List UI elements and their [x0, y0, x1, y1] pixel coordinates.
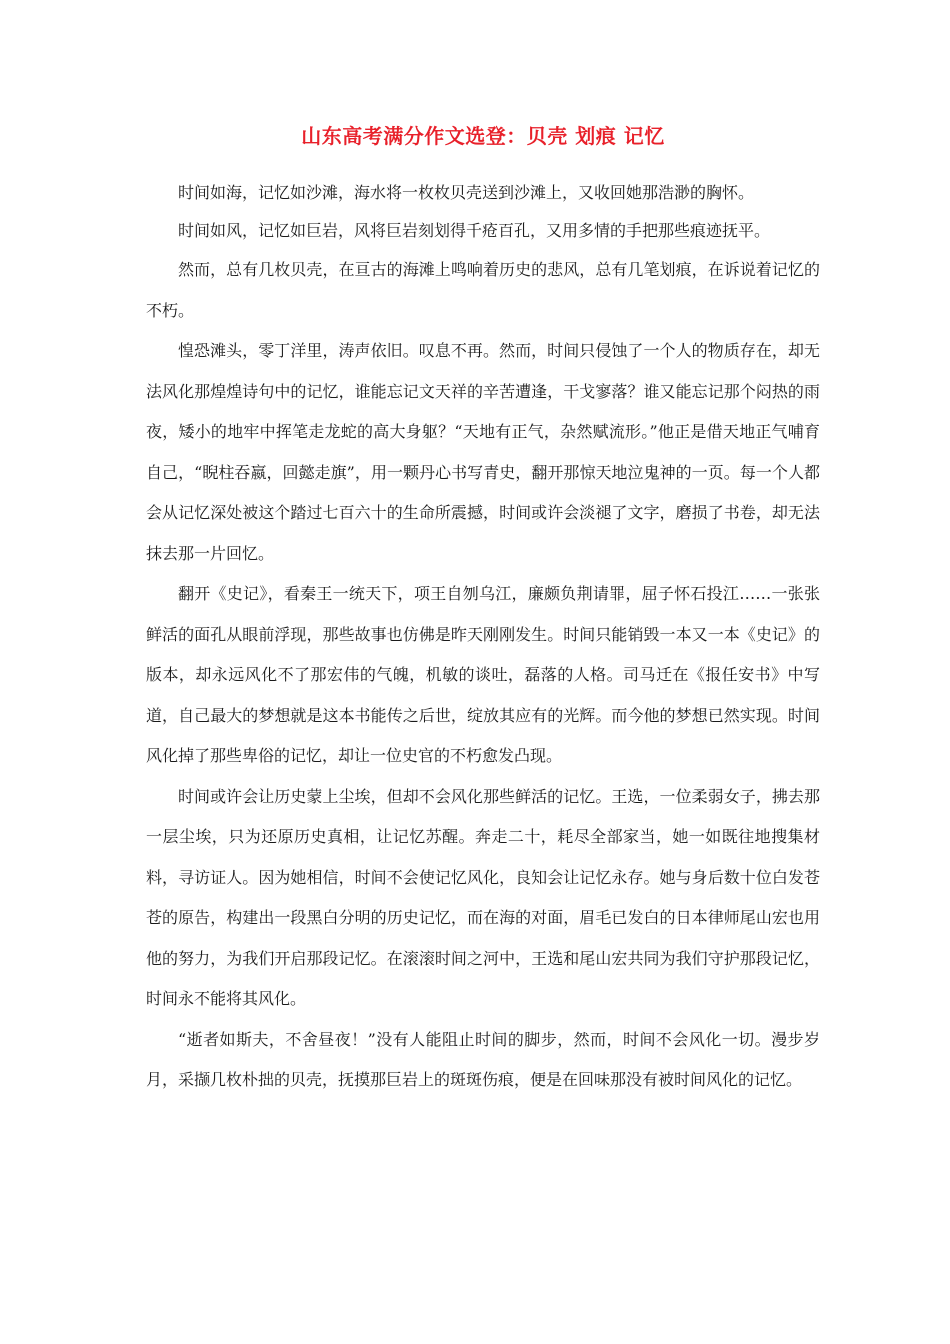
paragraph-7: “逝者如斯夫，不舍昼夜！”没有人能阻止时间的脚步，然而，时间不会风化一切。漫步岁月，采撷几枚朴拙的贝壳，抚摸那巨岩上的斑斑伤痕，便是在回味那没有被时间风化的记忆。	[146, 1029, 820, 1089]
paragraph-6: 时间或许会让历史蒙上尘埃，但却不会风化那些鲜活的记忆。王选，一位柔弱女子，拂去那一层尘埃，只为还原历史真相，让记忆苏醒。奔走二十，耗尽全部家当，她一如既往地搜集材料，寻访证人。因为她相信，时间不会使记忆风化，良知会让记忆永存。她与身后数十位白发苍苍的原告，构建出一段黑白分明的历史记忆，而在海的对面，眉毛已发白的日本律师尾山宏也用他的努力，为我们开启那段记忆。在滚滚时间之河中，王选和尾山宏共同为我们守护那段记忆，时间永不能将其风化。	[146, 786, 820, 1008]
document-title: 山东高考满分作文选登：贝壳 划痕 记忆	[301, 124, 665, 148]
paragraph-2: 时间如风，记忆如巨岩，风将巨岩刻划得千疮百孔，又用多情的手把那些痕迹抚平。	[178, 221, 771, 240]
paragraph-3: 然而，总有几枚贝壳，在亘古的海滩上鸣响着历史的悲风，总有几笔划痕，在诉说着记忆的不朽。	[146, 260, 820, 320]
paragraph-5: 翻开《史记》，看秦王一统天下，项王自刎乌江，廉颇负荆请罪，屈子怀石投江……一张张鲜活的面孔从眼前浮现，那些故事也仿佛是昨天刚刚发生。时间只能销毁一本又一本《史记》的版本，却永远风化不了那宏伟的气魄，机敏的谈吐，磊落的人格。司马迁在《报任安书》中写道，自己最大的梦想就是这本书能传之后世，绽放其应有的光辉。而今他的梦想已然实现。时间风化掉了那些卑俗的记忆，却让一位史官的不朽愈发凸现。	[146, 584, 820, 765]
paragraph-1: 时间如海，记忆如沙滩，海水将一枚枚贝壳送到沙滩上，又收回她那浩渺的胸怀。	[178, 183, 755, 202]
paragraph-4: 惶恐滩头，零丁洋里，涛声依旧。叹息不再。然而，时间只侵蚀了一个人的物质存在，却无法风化那煌煌诗句中的记忆，谁能忘记文天祥的辛苦遭逢，干戈寥落？谁又能忘记那个闷热的雨夜，矮小的地牢中挥笔走龙蛇的高大身躯？“天地有正气，杂然赋流形。”他正是借天地正气哺育自己，“睨柱吞嬴，回懿走旗”，用一颗丹心书写青史，翻开那惊天地泣鬼神的一页。每一个人都会从记忆深处被这个踏过七百六十的生命所震撼，时间或许会淡褪了文字，磨损了书卷，却无法抹去那一片回忆。	[146, 341, 820, 563]
